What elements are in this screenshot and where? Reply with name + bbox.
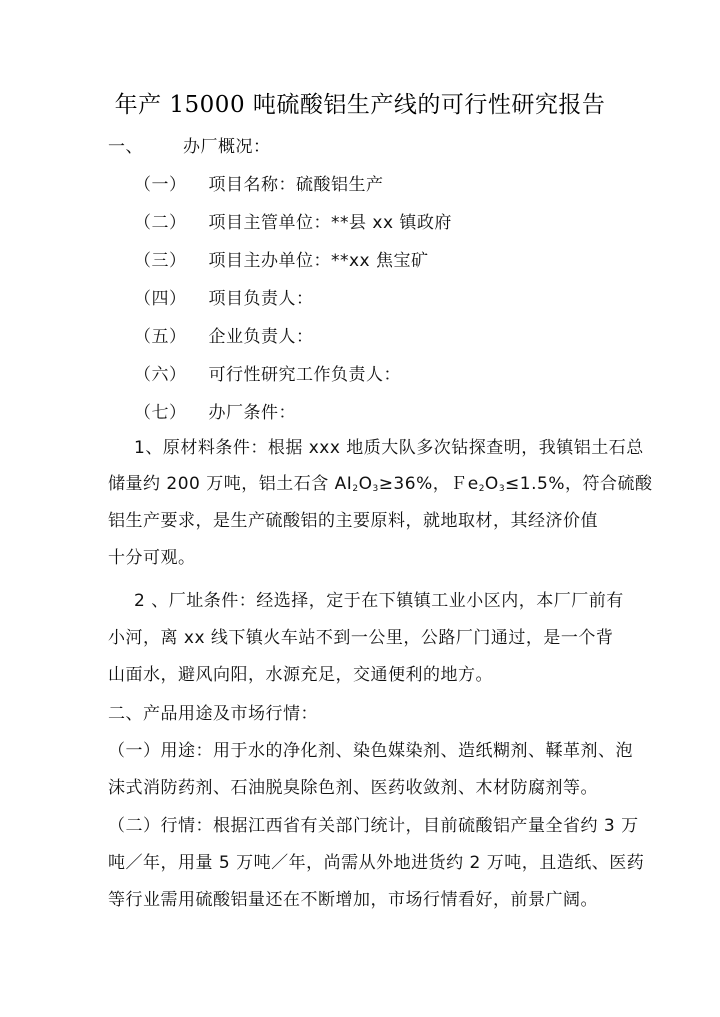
- item-number: （一）: [134, 175, 187, 195]
- document-title: 年产 15000 吨硫酸铝生产线的可行性研究报告: [114, 92, 606, 118]
- item-number: （三）: [134, 251, 187, 271]
- item-text: 办厂条件：: [208, 403, 296, 423]
- list-item-enterprise-leader: [134, 326, 314, 348]
- market-line-3: 等行业需用硫酸铝量还在不断增加，市场行情看好，前景广阔。: [108, 890, 598, 910]
- item-number: （二）: [134, 213, 187, 233]
- list-item-project-leader: [134, 288, 314, 310]
- raw-material-line-2: [108, 473, 652, 500]
- text-run: 储量约 200 万吨，铝土石含: [108, 474, 335, 494]
- uses-line-1: （一）用途：用于水的净化剂、染色媒染剂、造纸糊剂、鞣革剂、泡: [108, 741, 633, 761]
- site-line-3: 山面水，避风向阳，水源充足，交通便利的地方。: [108, 665, 493, 685]
- market-line-2: 吨／年，用量 5 万吨／年，尚需从外地进货约 2 万吨，且造纸、医药: [108, 853, 645, 873]
- list-item-factory-conditions: [134, 402, 296, 424]
- site-line-1: 2 、厂址条件：经选择，定于在下镇镇工业小区内，本厂厂前有: [134, 591, 624, 611]
- item-text: 可行性研究工作负责人：: [208, 365, 401, 385]
- al2o3-formula: $AI_2O_3$: [334, 474, 379, 494]
- section-title: 办厂概况：: [183, 137, 271, 157]
- section-2-heading: 二、产品用途及市场行情：: [108, 704, 318, 724]
- list-item-feasibility-leader: [134, 364, 401, 386]
- site-line-2: 小河，离 xx 线下镇火车站不到一公里，公路厂门通过，是一个背: [108, 628, 614, 648]
- fe2o3-formula: $Fe_2O_3$: [450, 474, 506, 494]
- section-number: 一、: [108, 137, 143, 157]
- item-text: 项目名称：硫酸铝生产: [208, 175, 384, 195]
- fe2o3-value: ≤1.5%，符合硫酸: [505, 474, 653, 494]
- item-number: （五）: [134, 327, 187, 347]
- list-item-sponsoring-unit: [134, 250, 429, 272]
- list-item-supervising-unit: [134, 212, 452, 234]
- item-number: （七）: [134, 403, 187, 423]
- raw-material-line-4: 十分可观。: [108, 548, 196, 568]
- item-number: （四）: [134, 289, 187, 309]
- market-line-1: （二）行情：根据江西省有关部门统计，目前硫酸铝产量全省约 3 万: [108, 816, 639, 836]
- uses-line-2: 沫式消防药剂、石油脱臭除色剂、医药收敛剂、木材防腐剂等。: [108, 778, 598, 798]
- raw-material-line-3: 铝生产要求，是生产硫酸铝的主要原料，就地取材，其经济价值: [108, 511, 598, 531]
- item-text: 项目负责人：: [208, 289, 314, 309]
- section-1-heading: [108, 136, 271, 158]
- item-number: （六）: [134, 365, 187, 385]
- al2o3-value: ≥36%，: [378, 474, 451, 494]
- item-text: 企业负责人：: [208, 327, 314, 347]
- list-item-project-name: [134, 174, 384, 196]
- raw-material-line-1: 1、原材料条件：根据 xxx 地质大队多次钻探查明，我镇铝土石总: [134, 438, 644, 458]
- item-text: 项目主办单位：**xx 焦宝矿: [208, 251, 429, 271]
- item-text: 项目主管单位：**县 xx 镇政府: [208, 213, 452, 233]
